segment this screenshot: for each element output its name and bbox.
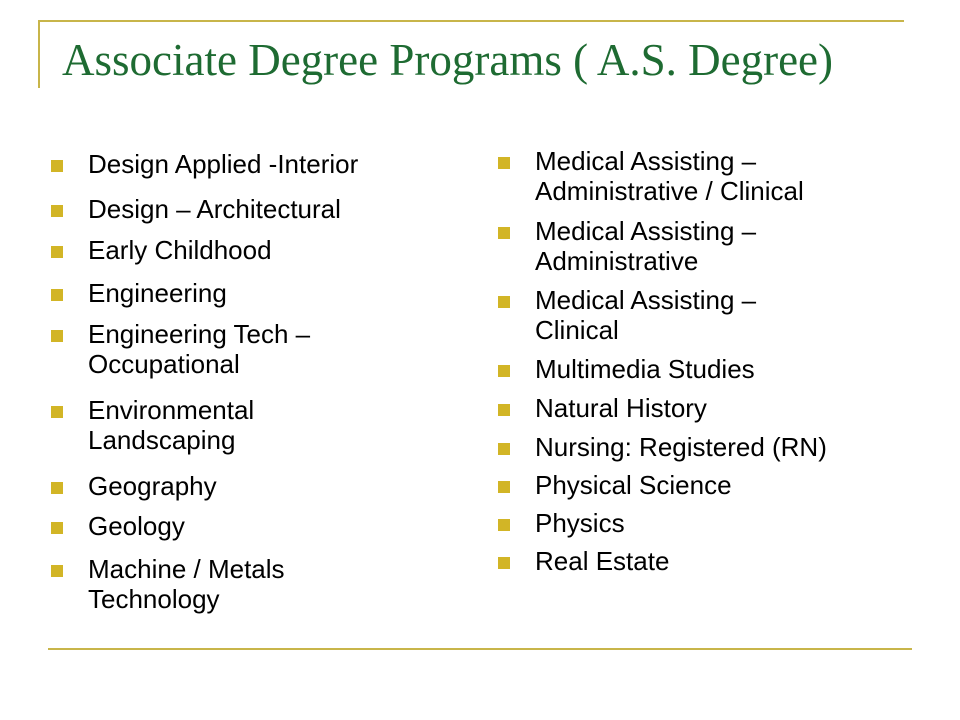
square-bullet-icon: [51, 160, 63, 172]
square-bullet-icon: [498, 519, 510, 531]
square-bullet-icon: [51, 330, 63, 342]
item-text: Physics: [535, 508, 625, 538]
item-text: Medical Assisting –: [535, 285, 757, 315]
item-text-continued: Landscaping: [88, 425, 236, 455]
list-item: [50, 194, 450, 224]
list-item: [50, 554, 450, 614]
list-item: [497, 432, 937, 462]
item-text-continued: Administrative / Clinical: [535, 176, 804, 206]
list-item: [497, 546, 937, 576]
item-text: Geology: [88, 511, 185, 541]
list-item: [50, 149, 450, 179]
right-program-list: [497, 146, 937, 576]
list-item: [50, 319, 450, 379]
left-program-list: [50, 149, 450, 614]
left-rule: [38, 20, 40, 88]
bottom-rule: [48, 648, 912, 650]
item-text: Medical Assisting –: [535, 146, 757, 176]
square-bullet-icon: [51, 289, 63, 301]
square-bullet-icon: [51, 522, 63, 534]
list-item: [50, 235, 450, 265]
square-bullet-icon: [51, 246, 63, 258]
list-item: [50, 395, 450, 455]
item-text: Environmental: [88, 395, 255, 425]
item-text: Natural History: [535, 393, 707, 423]
item-text: Geography: [88, 471, 217, 501]
item-text-continued: Occupational: [88, 349, 240, 379]
square-bullet-icon: [498, 404, 510, 416]
square-bullet-icon: [51, 205, 63, 217]
list-item: [497, 393, 937, 423]
list-item: [50, 511, 450, 541]
item-text: Nursing: Registered (RN): [535, 432, 827, 462]
item-text-continued: Clinical: [535, 315, 619, 345]
list-item: [497, 146, 937, 206]
item-text: Design Applied -Interior: [88, 149, 359, 179]
list-item: [497, 216, 937, 276]
square-bullet-icon: [498, 481, 510, 493]
square-bullet-icon: [498, 443, 510, 455]
item-text-continued: Administrative: [535, 246, 699, 276]
list-item: [50, 471, 450, 501]
square-bullet-icon: [51, 482, 63, 494]
item-text: Medical Assisting –: [535, 216, 757, 246]
item-text: Real Estate: [535, 546, 670, 576]
slide-title: Associate Degree Programs ( A.S. Degree): [62, 35, 833, 85]
list-item: [497, 508, 937, 538]
square-bullet-icon: [51, 565, 63, 577]
item-text: Machine / Metals: [88, 554, 285, 584]
item-text: Design – Architectural: [88, 194, 341, 224]
item-text: Engineering: [88, 278, 227, 308]
square-bullet-icon: [51, 406, 63, 418]
item-text-continued: Technology: [88, 584, 220, 614]
item-text: Engineering Tech –: [88, 319, 311, 349]
top-rule: [38, 20, 904, 22]
list-item: [497, 354, 937, 384]
item-text: Multimedia Studies: [535, 354, 755, 384]
list-item: [497, 470, 937, 500]
list-item: [497, 285, 937, 345]
item-text: Early Childhood: [88, 235, 272, 265]
square-bullet-icon: [498, 365, 510, 377]
square-bullet-icon: [498, 296, 510, 308]
square-bullet-icon: [498, 557, 510, 569]
list-item: [50, 278, 450, 308]
item-text: Physical Science: [535, 470, 732, 500]
square-bullet-icon: [498, 227, 510, 239]
square-bullet-icon: [498, 157, 510, 169]
